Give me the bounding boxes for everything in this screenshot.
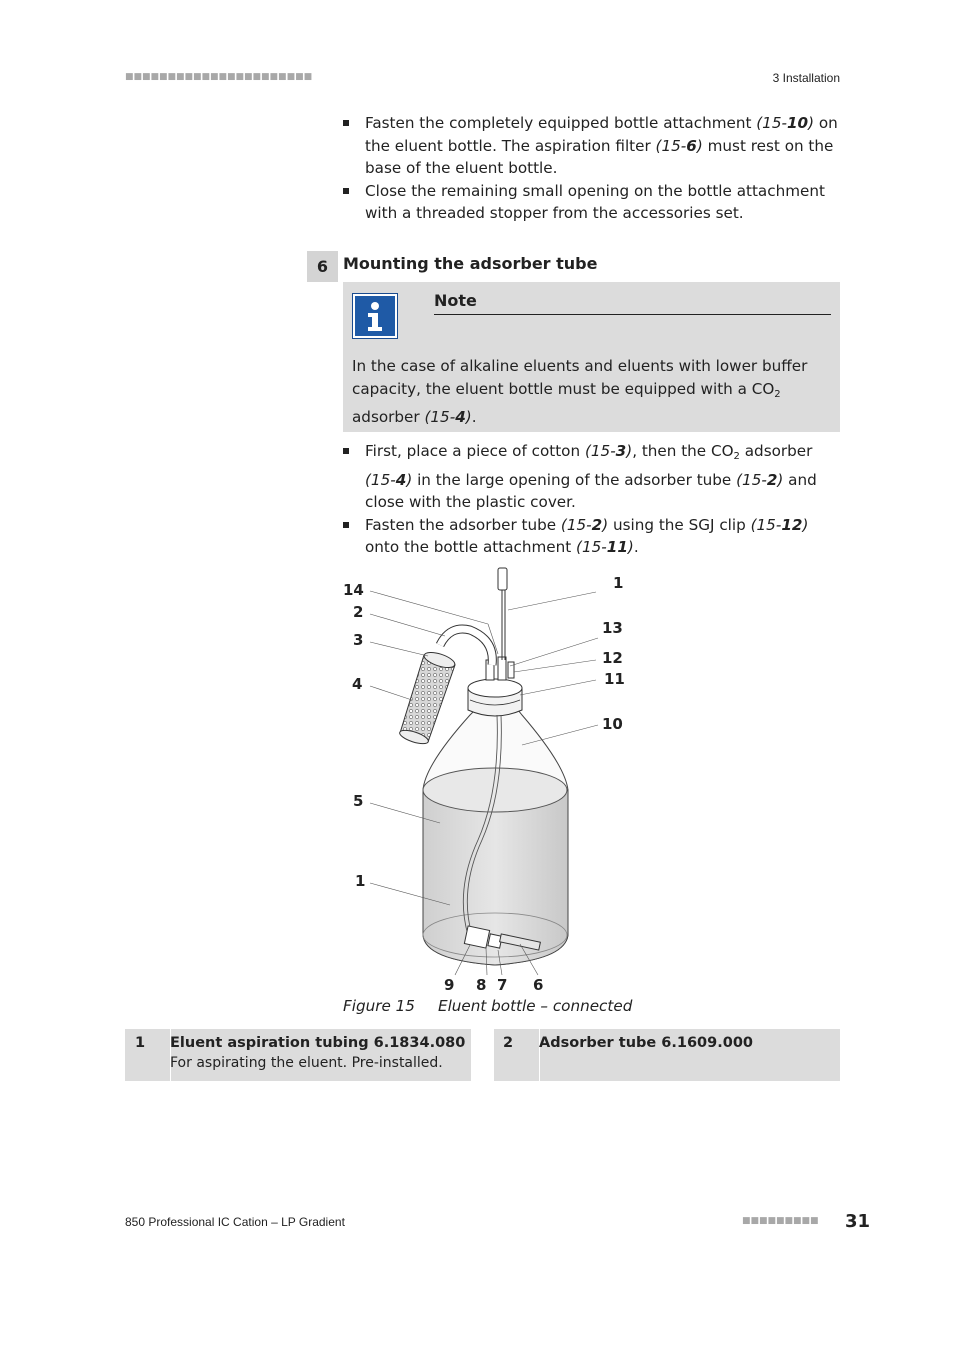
- bullet-square-icon: [343, 522, 349, 528]
- figure-reference: (15-11): [576, 538, 634, 556]
- callout-2: 2: [353, 603, 364, 621]
- callout-6: 6: [533, 976, 544, 994]
- list-item: Fasten the completely equipped bottle attachment (15-10) on the eluent bottle. The aspiration filter (15-6) must rest on the base of the eluent bottle.: [343, 112, 843, 180]
- legend-number: 2: [503, 1035, 514, 1051]
- callout-1-bottom: 1: [355, 872, 366, 890]
- page-number: 31: [845, 1211, 871, 1232]
- figure-reference: (15-3): [584, 442, 633, 460]
- figure-reference: (15-4): [365, 470, 413, 489]
- list-item: Fasten the adsorber tube (15-2) using the SGJ clip (15-12) onto the bottle attachment (15-11).: [343, 514, 843, 559]
- callout-12: 12: [602, 649, 623, 667]
- callout-14: 14: [343, 581, 364, 599]
- figure-reference: (15-2): [560, 515, 609, 534]
- bullet-square-icon: [343, 120, 349, 126]
- aspiration-tubing-top: [498, 568, 507, 660]
- product-name: 850 Professional IC Cation – LP Gradient: [125, 1215, 345, 1229]
- callout-3: 3: [353, 631, 364, 649]
- note-heading: Note: [434, 291, 831, 315]
- instruction-list-bottom: [343, 440, 843, 559]
- step-number: 6: [307, 251, 338, 282]
- figure-reference: (15-12): [750, 515, 809, 534]
- step-title: Mounting the adsorber tube: [343, 254, 598, 273]
- list-item: First, place a piece of cotton (15-3), then the $CO_2$ adsorber (15-4) in the large opening of the adsorber tube (15-2) and close with the plastic cover.: [343, 440, 843, 514]
- callout-7: 7: [497, 976, 508, 994]
- list-item: Close the remaining small opening on the bottle attachment with a threaded stopper from the accessories set.: [343, 180, 843, 225]
- header-decoration: ■■■■■■■■■■■■■■■■■■■■■■: [125, 72, 313, 82]
- figure-reference: (15-10): [756, 114, 815, 132]
- bottle-attachment: [468, 657, 522, 716]
- legend-number: 1: [135, 1035, 146, 1051]
- callout-1-top: 1: [613, 574, 624, 592]
- figure-caption: Figure 15 Eluent bottle – connected: [343, 997, 633, 1015]
- callout-10: 10: [602, 715, 623, 733]
- figure-reference: (15-6): [655, 136, 703, 155]
- callout-8: 8: [476, 976, 487, 994]
- note-text: In the case of alkaline eluents and eluents with lower buffer capacity, the eluent bottle must be equipped with a $CO_2$ adsorber (15-4).: [352, 357, 808, 426]
- footer-decoration: ■■■■■■■■■: [742, 1216, 819, 1226]
- bottle-body: [423, 710, 568, 965]
- eluent-bottle-figure: [340, 560, 640, 1000]
- legend-title: Eluent aspiration tubing 6.1834.080: [170, 1035, 466, 1051]
- callout-4: 4: [352, 675, 363, 693]
- instruction-list-top: [343, 112, 843, 225]
- bullet-square-icon: [343, 188, 349, 194]
- legend-description: For aspirating the eluent. Pre-installed.: [170, 1055, 443, 1071]
- figure-reference: (15-2): [736, 470, 784, 489]
- callout-5: 5: [353, 792, 364, 810]
- legend-title: Adsorber tube 6.1609.000: [539, 1035, 754, 1051]
- callout-9: 9: [444, 976, 455, 994]
- info-icon: [352, 293, 398, 339]
- bullet-square-icon: [343, 448, 349, 454]
- figure-reference: (15-4): [424, 408, 472, 426]
- chapter-title: 3 Installation: [772, 71, 840, 85]
- callout-11: 11: [604, 670, 625, 688]
- callout-13: 13: [602, 619, 623, 637]
